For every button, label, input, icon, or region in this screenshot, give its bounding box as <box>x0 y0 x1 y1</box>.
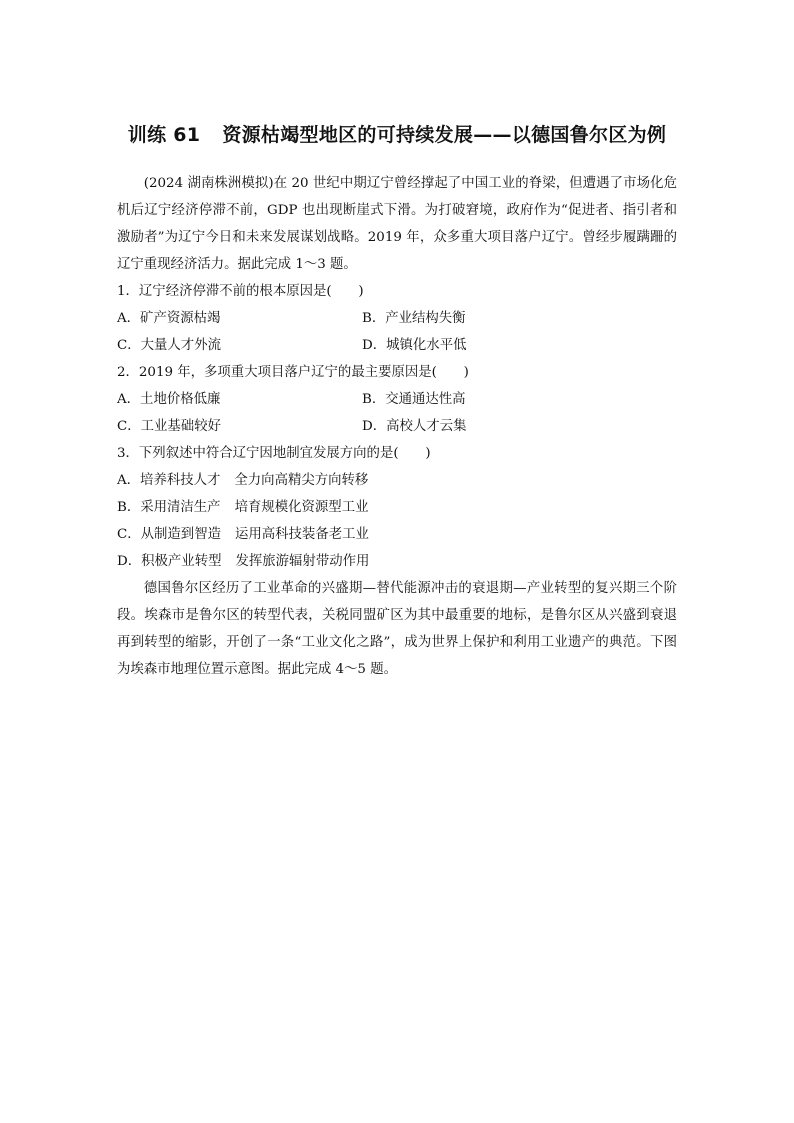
question-3-stem: 3．下列叙述中符合辽宁因地制宜发展方向的是( ) <box>117 446 431 461</box>
question-3-option-a <box>117 467 677 494</box>
question-2-stem: 2．2019 年，多项重大项目落户辽宁的最主要原因是( ) <box>117 365 469 380</box>
question-2-options-row-2 <box>117 413 677 440</box>
question-3-option-c-part-1: C．从制造到智造 <box>117 527 221 542</box>
question-1-option-a: A．矿产资源枯竭 <box>117 311 221 326</box>
title-main: 训练 61 <box>127 124 201 146</box>
question-3-option-c-part-2: 运用高科技装备老工业 <box>234 527 369 542</box>
question-3-option-a-part-1: A．培养科技人才 <box>117 473 221 488</box>
question-3-option-b-part-2: 培育规模化资源型工业 <box>234 500 369 515</box>
question-2-option-b: B．交通通达性高 <box>362 392 466 407</box>
question-1-stem: 1．辽宁经济停滞不前的根本原因是( ) <box>117 284 364 299</box>
question-1-option-c: C．大量人才外流 <box>117 338 221 353</box>
question-3-option-d-part-2: 发挥旅游辐射带动作用 <box>235 554 370 569</box>
question-1-options-row-2 <box>117 332 677 359</box>
question-3-option-b <box>117 494 677 521</box>
question-1-options-row-1 <box>117 305 677 332</box>
question-3-option-c <box>117 521 677 548</box>
document-body <box>117 170 677 683</box>
question-2-option-a: A．土地价格低廉 <box>117 392 221 407</box>
question-3-option-d-part-1: D．积极产业转型 <box>117 554 222 569</box>
title-subtitle: 资源枯竭型地区的可持续发展——以德国鲁尔区为例 <box>222 124 667 146</box>
question-3-option-b-part-1: B．采用清洁生产 <box>117 500 221 515</box>
intro-paragraph-2: 德国鲁尔区经历了工业革命的兴盛期—替代能源冲击的衰退期—产业转型的复兴期三个阶段。埃森市是鲁尔区的转型代表，关税同盟矿区为其中最重要的地标，是鲁尔区从兴盛到衰退再到转型的缩影，开创了一条“工业文化之路”，成为世界上保护和利用工业遗产的典范。下图为埃森市地理位置示意图。据此完成 4～5 题。 <box>117 581 677 677</box>
question-2-option-d: D．高校人才云集 <box>362 419 467 434</box>
page-title <box>0 120 794 147</box>
question-1-option-d: D．城镇化水平低 <box>362 338 467 353</box>
question-1-option-b: B．产业结构失衡 <box>362 311 466 326</box>
question-2-options-row-1 <box>117 386 677 413</box>
question-3-option-d <box>117 548 677 575</box>
intro-paragraph-1: (2024 湖南株洲模拟)在 20 世纪中期辽宁曾经撑起了中国工业的脊梁，但遭遇了市场化危机后辽宁经济停滞不前，GDP 也出现断崖式下滑。为打破窘境，政府作为“促进者、指引者和激励者”为辽宁今日和未来发展谋划战略。2019 年，众多重大项目落户辽宁。曾经步履蹒跚的辽宁重现经济活力。据此完成 1～3 题。 <box>117 176 677 272</box>
question-2-option-c: C．工业基础较好 <box>117 419 221 434</box>
question-3-option-a-part-2: 全力向高精尖方向转移 <box>234 473 369 488</box>
